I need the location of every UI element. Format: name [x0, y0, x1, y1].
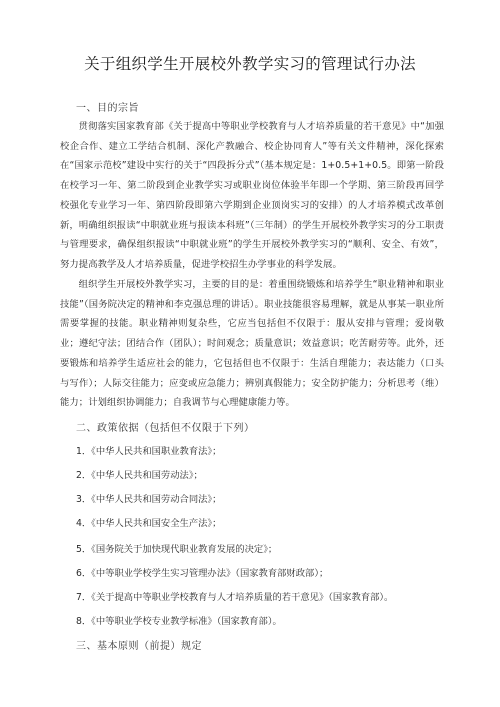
paragraph-purpose-2: 组织学生开展校外教学实习，主要的目的是：着重围绕锻炼和培养学生“职业精神和职业技能”（国务院决定的精神和李克强总理的讲话）。职业技能很容易理解，就是从事某一职业所需要掌握的技能。职业精神则复杂些，它应当包括但不仅限于：服从安排与管理；爱岗敬业；遵纪守法；团结合作（团队）；时间观念；质量意识；效益意识；吃苦耐劳等。此外，还要锻炼和培养学生适应社会的能力，它包括但也不仅限于：生活自理能力；表达能力（口头与写作）；人际交往能力；应变或应急能力；辨别真假能力；安全防护能力；分析思考（维）能力；计划组织协调能力；自我调节与心理健康能力等。 [60, 279, 444, 409]
policy-list-item: 1．《中华人民共和国职业教育法》； [76, 446, 222, 457]
paragraph-purpose-1: 贯彻落实国家教育部《关于提高中等职业学校教育与人才培养质量的若干意见》中“加强校企合作、建立工学结合机制、深化产教融合、校企协同育人”等有关文件精神，深化探索在“国家示范校”建设中实行的关于“四段拆分式”（基本规定是：1+0.5+1+0.5。即第一阶段在校学习一年、第二阶段到企业教学实习或职业岗位体验半年即一个学期、第三阶段再回学校强化专业学习一年、第四阶段即第六学期到企业顶岗实习的安排）的人才培养模式改革创新，明确组织报读“中职就业班与报读本科班”（三年制）的学生开展校外教学实习的分工职责与管理要求，确保组织报读“中职就业班”的学生开展校外教学实习的“顺利、安全、有效”，努力提高教学及人才培养质量，促进学校招生办学事业的科学发展。 [60, 121, 444, 270]
policy-list-item: 2．《中华人民共和国劳动法》； [76, 470, 203, 481]
section-heading-purpose: 一、目的宗旨 [76, 103, 139, 114]
policy-list-item: 4．《中华人民共和国安全生产法》； [76, 518, 222, 529]
document-title: 关于组织学生开展校外教学实习的管理试行办法 [84, 55, 416, 73]
policy-list-item: 7．《关于提高中等职业学校教育与人才培养质量的若干意见》（国家教育部）。 [76, 592, 394, 603]
section-heading-policy: 二、政策依据（包括但不仅限于下列） [76, 423, 255, 434]
policy-list-item: 3．《中华人民共和国劳动合同法》； [76, 494, 222, 505]
policy-list-item: 8．《中等职业学校专业教学标准》（国家教育部）。 [76, 616, 282, 627]
policy-list-item: 5．《国务院关于加快现代职业教育发展的决定》； [76, 544, 278, 555]
section-heading-principles: 三、基本原则（前提）规定 [76, 641, 202, 652]
policy-list-item: 6．《中等职业学校学生实习管理办法》（国家教育部财政部）； [76, 568, 329, 579]
